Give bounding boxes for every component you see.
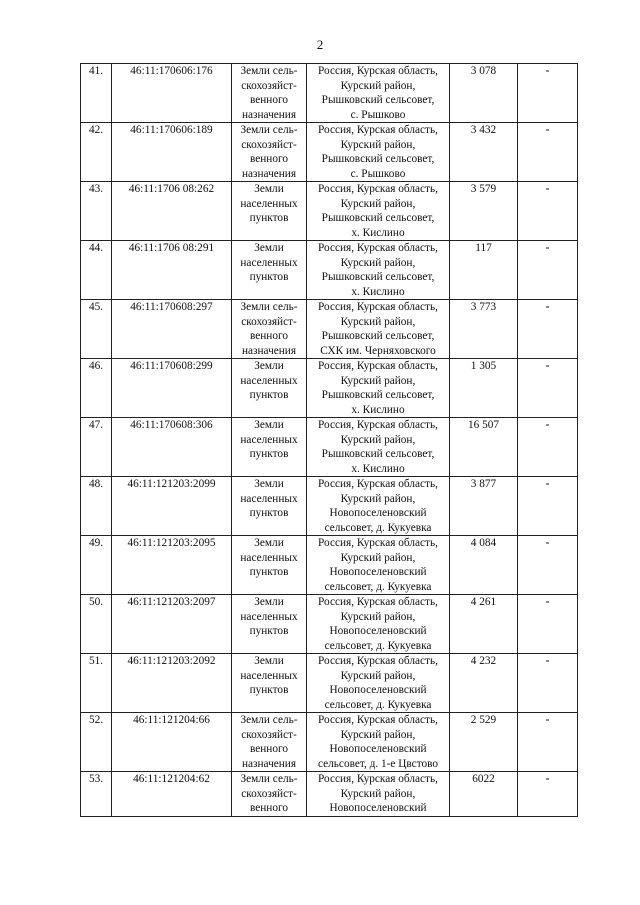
land-category-line: Земли <box>254 419 284 431</box>
plot-address-line: сельсовет, д. 1-е Цвстово <box>317 757 439 770</box>
plot-area: 3 579 <box>450 182 518 241</box>
land-category-line: Земли <box>254 183 284 195</box>
cadastral-number: 46:11:170606:189 <box>112 123 232 182</box>
row-number: 51. <box>81 654 112 713</box>
land-category-line: пунктов <box>249 271 289 283</box>
cadastral-number: 46:11:121204:62 <box>112 772 232 817</box>
plot-address-line: Новопоселеновский <box>329 684 427 696</box>
cadastral-number: 46:11:170608:297 <box>112 300 232 359</box>
plot-area: 4 261 <box>450 595 518 654</box>
land-category-line: пунктов <box>249 507 289 519</box>
plot-address <box>307 123 450 182</box>
land-category-line: венного <box>249 153 289 165</box>
land-category-line: населенных <box>240 610 298 623</box>
row-number: 46. <box>81 359 112 418</box>
plot-address <box>307 359 450 418</box>
land-category-line: Земли сель- <box>240 124 298 136</box>
land-category <box>232 654 307 713</box>
table-body <box>81 64 578 817</box>
land-category-line: пунктов <box>249 625 289 637</box>
cadastral-number: 46:11:1706 08:291 <box>112 241 232 300</box>
plot-address-line: Курский район, <box>340 728 416 741</box>
land-category-line: венного <box>249 330 289 342</box>
plot-address-line: Рышковский сельсовет, <box>321 94 435 106</box>
cadastral-number: 46:11:121203:2097 <box>112 595 232 654</box>
plot-address-line: Россия, Курская область, <box>318 773 438 785</box>
plot-address-line: с. Рышково <box>350 108 406 121</box>
plot-address <box>307 418 450 477</box>
row-number: 44. <box>81 241 112 300</box>
land-category-line: Земли <box>254 596 284 608</box>
cadastral-number: 46:11:1706 08:262 <box>112 182 232 241</box>
land-category-line: пунктов <box>249 566 289 578</box>
plot-area: 16 507 <box>450 418 518 477</box>
plot-address <box>307 772 450 817</box>
plot-address-line: х. Кислино <box>351 403 405 416</box>
row-number: 49. <box>81 536 112 595</box>
plot-address <box>307 536 450 595</box>
row-number: 42. <box>81 123 112 182</box>
row-number: 47. <box>81 418 112 477</box>
plot-address-line: Курский район, <box>340 492 416 505</box>
land-category-line: скохозяйст- <box>241 79 297 92</box>
land-category-line: пунктов <box>249 684 289 696</box>
plot-address-line: Россия, Курская область, <box>318 537 438 549</box>
plot-area: 3 078 <box>450 64 518 123</box>
table-row <box>81 300 578 359</box>
plot-address <box>307 241 450 300</box>
land-category <box>232 64 307 123</box>
land-category-line: назначения <box>241 167 297 180</box>
land-category-line: населенных <box>240 433 298 446</box>
plot-address-line: Новопоселеновский <box>329 743 427 755</box>
plot-address-line: Курский район, <box>340 256 416 269</box>
plot-address-line: х. Кислино <box>351 462 405 475</box>
table-row <box>81 713 578 772</box>
row-number: 45. <box>81 300 112 359</box>
plot-address-line: Россия, Курская область, <box>318 655 438 667</box>
plot-address <box>307 654 450 713</box>
plot-address-line: Россия, Курская область, <box>318 301 438 313</box>
land-category <box>232 182 307 241</box>
land-category-line: населенных <box>240 256 298 269</box>
plot-address-line: Россия, Курская область, <box>318 124 438 136</box>
plot-address-line: Новопоселеновский <box>329 507 427 519</box>
plot-address-line: Новопоселеновский <box>329 802 427 814</box>
plot-area: 2 529 <box>450 713 518 772</box>
land-category-line: Земли <box>254 537 284 549</box>
plot-address-line: Курский район, <box>340 374 416 387</box>
row-number: 43. <box>81 182 112 241</box>
cadastral-number: 46:11:121203:2092 <box>112 654 232 713</box>
plot-area: 6022 <box>450 772 518 817</box>
table-row <box>81 477 578 536</box>
plot-area: 117 <box>450 241 518 300</box>
cadastral-number: 46:11:121203:2099 <box>112 477 232 536</box>
plot-note: - <box>518 654 578 713</box>
plot-address <box>307 300 450 359</box>
plot-note: - <box>518 536 578 595</box>
table-row <box>81 772 578 817</box>
table-row <box>81 64 578 123</box>
cadastral-number: 46:11:170608:306 <box>112 418 232 477</box>
plot-address <box>307 64 450 123</box>
plot-note: - <box>518 418 578 477</box>
plot-address-line: Курский район, <box>340 669 416 682</box>
land-plots-table <box>80 63 578 817</box>
plot-address-line: Новопоселеновский <box>329 625 427 637</box>
table-row <box>81 418 578 477</box>
land-category-line: венного <box>249 743 289 755</box>
plot-address-line: Россия, Курская область, <box>318 360 438 372</box>
plot-address-line: Новопоселеновский <box>329 566 427 578</box>
land-category <box>232 595 307 654</box>
plot-address-line: сельсовет, д. Кукуевка <box>324 521 432 534</box>
row-number: 50. <box>81 595 112 654</box>
plot-address-line: х. Кислино <box>351 285 405 298</box>
plot-address-line: сельсовет, д. Кукуевка <box>324 580 432 593</box>
land-category-line: назначения <box>241 344 297 357</box>
row-number: 48. <box>81 477 112 536</box>
plot-note: - <box>518 477 578 536</box>
plot-address-line: Россия, Курская область, <box>318 478 438 490</box>
plot-address-line: Курский район, <box>340 138 416 151</box>
plot-address-line: Россия, Курская область, <box>318 596 438 608</box>
plot-area: 3 877 <box>450 477 518 536</box>
land-category-line: венного <box>249 802 289 814</box>
table-row <box>81 536 578 595</box>
land-category <box>232 418 307 477</box>
land-category-line: Земли сель- <box>240 714 298 726</box>
cadastral-number: 46:11:170608:299 <box>112 359 232 418</box>
plot-area: 1 305 <box>450 359 518 418</box>
plot-address-line: Курский район, <box>340 433 416 446</box>
plot-address-line: Рышковский сельсовет, <box>321 212 435 224</box>
table-row <box>81 595 578 654</box>
land-category-line: Земли <box>254 478 284 490</box>
land-category <box>232 300 307 359</box>
land-category-line: назначения <box>241 757 297 770</box>
plot-address-line: Курский район, <box>340 197 416 210</box>
plot-address-line: Курский район, <box>340 787 416 800</box>
row-number: 53. <box>81 772 112 817</box>
plot-address-line: х. Кислино <box>351 226 405 239</box>
land-category-line: Земли сель- <box>240 65 298 77</box>
land-category-line: скохозяйст- <box>241 138 297 151</box>
plot-note: - <box>518 595 578 654</box>
table-row <box>81 241 578 300</box>
land-category <box>232 123 307 182</box>
land-category <box>232 536 307 595</box>
plot-note: - <box>518 64 578 123</box>
table-row <box>81 182 578 241</box>
plot-address-line: Россия, Курская область, <box>318 183 438 195</box>
plot-address-line: Курский район, <box>340 315 416 328</box>
plot-note: - <box>518 182 578 241</box>
row-number: 52. <box>81 713 112 772</box>
land-category-line: населенных <box>240 492 298 505</box>
land-category-line: населенных <box>240 374 298 387</box>
plot-note: - <box>518 123 578 182</box>
plot-address-line: Рышковский сельсовет, <box>321 330 435 342</box>
plot-address-line: Россия, Курская область, <box>318 714 438 726</box>
land-category-line: пунктов <box>249 389 289 401</box>
page-number: 2 <box>316 37 324 52</box>
plot-address-line: Курский район, <box>340 79 416 92</box>
plot-note: - <box>518 300 578 359</box>
plot-address-line: Курский район, <box>340 610 416 623</box>
land-category-line: Земли <box>254 360 284 372</box>
plot-address-line: Курский район, <box>340 551 416 564</box>
land-category-line: Земли <box>254 242 284 254</box>
land-category <box>232 713 307 772</box>
land-category-line: населенных <box>240 669 298 682</box>
land-category-line: скохозяйст- <box>241 315 297 328</box>
table-row <box>81 654 578 713</box>
plot-note: - <box>518 713 578 772</box>
land-category-line: назначения <box>241 108 297 121</box>
plot-note: - <box>518 241 578 300</box>
plot-address-line: Россия, Курская область, <box>318 65 438 77</box>
plot-area: 3 432 <box>450 123 518 182</box>
plot-address-line: Рышковский сельсовет, <box>321 448 435 460</box>
row-number: 41. <box>81 64 112 123</box>
plot-address <box>307 713 450 772</box>
table-row <box>81 359 578 418</box>
land-category-line: Земли <box>254 655 284 667</box>
land-category-line: Земли сель- <box>240 301 298 313</box>
plot-address-line: Рышковский сельсовет, <box>321 271 435 283</box>
land-category-line: пунктов <box>249 448 289 460</box>
cadastral-number: 46:11:121203:2095 <box>112 536 232 595</box>
plot-note: - <box>518 772 578 817</box>
land-category <box>232 241 307 300</box>
land-category <box>232 359 307 418</box>
cadastral-number: 46:11:121204:66 <box>112 713 232 772</box>
land-category-line: пунктов <box>249 212 289 224</box>
plot-address-line: с. Рышково <box>350 167 406 180</box>
cadastral-number: 46:11:170606:176 <box>112 64 232 123</box>
plot-address-line: сельсовет, д. Кукуевка <box>324 698 432 711</box>
plot-address <box>307 182 450 241</box>
land-category <box>232 477 307 536</box>
land-category-line: скохозяйст- <box>241 728 297 741</box>
plot-address-line: Рышковский сельсовет, <box>321 389 435 401</box>
land-category-line: населенных <box>240 551 298 564</box>
land-category-line: скохозяйст- <box>241 787 297 800</box>
plot-area: 4 084 <box>450 536 518 595</box>
plot-note: - <box>518 359 578 418</box>
plot-address <box>307 595 450 654</box>
plot-address <box>307 477 450 536</box>
plot-address-line: Россия, Курская область, <box>318 419 438 431</box>
plot-area: 3 773 <box>450 300 518 359</box>
plot-address-line: сельсовет, д. Кукуевка <box>324 639 432 652</box>
table-row <box>81 123 578 182</box>
land-category <box>232 772 307 817</box>
land-category-line: Земли сель- <box>240 773 298 785</box>
land-category-line: венного <box>249 94 289 106</box>
plot-address-line: Рышковский сельсовет, <box>321 153 435 165</box>
plot-address-line: СХК им. Черняховского <box>320 344 436 357</box>
plot-address-line: Россия, Курская область, <box>318 242 438 254</box>
land-category-line: населенных <box>240 197 298 210</box>
plot-area: 4 232 <box>450 654 518 713</box>
